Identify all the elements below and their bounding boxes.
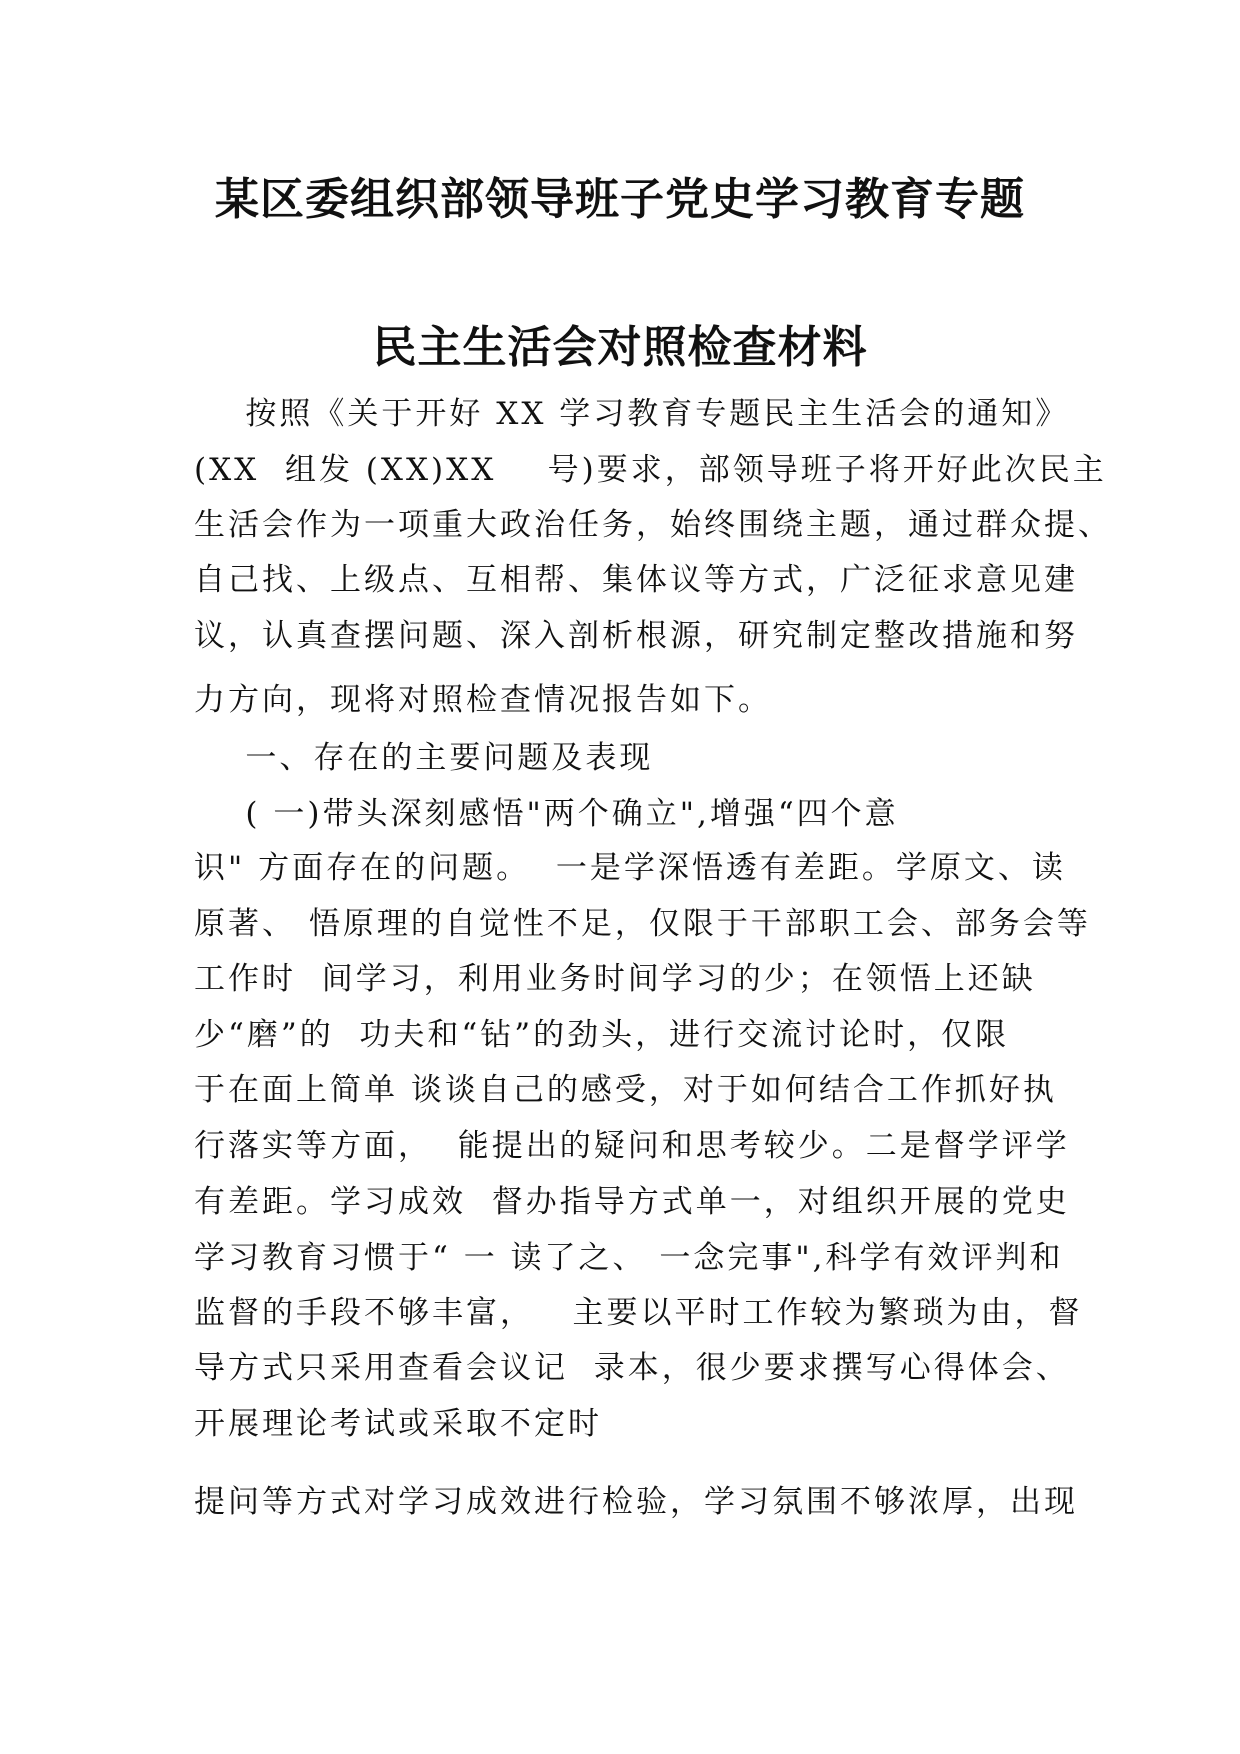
paragraph-line: 议，认真查摆问题、深入剖析根源，研究制定整改措施和努 — [194, 618, 1078, 654]
paragraph-line: 识" 方面存在的问题。 一是学深悟透有差距。学原文、读 — [194, 850, 1066, 886]
document-title-line-1: 某区委组织部领导班子党史学习教育专题 — [215, 174, 1025, 225]
document-title-line-2: 民主生活会对照检查材料 — [372, 322, 868, 373]
paragraph-line: 工作时 间学习，利用业务时间学习的少；在领悟上还缺 — [194, 961, 1036, 997]
paragraph-line: (XX 组发 (XX)XX 号)要求，部领导班子将开好此次民主 — [194, 452, 1107, 488]
paragraph-line: 少“磨”的 功夫和“钻”的劲头，进行交流讨论时，仅限 — [194, 1017, 1010, 1053]
paragraph-line: 力方向，现将对照检查情况报告如下。 — [194, 682, 772, 718]
paragraph-line: 生活会作为一项重大政治任务，始终围绕主题，通过群众提、 — [194, 507, 1112, 543]
paragraph-line: 提问等方式对学习成效进行检验，学习氛围不够浓厚，出现 — [194, 1484, 1078, 1520]
subsection-heading: ( 一)带头深刻感悟"两个确立",增强“四个意 — [194, 796, 899, 832]
paragraph-line: 于在面上简单 谈谈自己的感受，对于如何结合工作抓好执 — [194, 1072, 1057, 1108]
paragraph-line: 学习教育习惯于“ 一 读了之、 一念完事",科学有效评判和 — [194, 1240, 1064, 1276]
section-heading: 一、存在的主要问题及表现 — [194, 740, 654, 776]
paragraph-line: 按照《关于开好 XX 学习教育专题民主生活会的通知》 — [194, 396, 1070, 432]
paragraph-line: 原著、 悟原理的自觉性不足，仅限于干部职工会、部务会等 — [194, 906, 1091, 942]
paragraph-line: 有差距。学习成效 督办指导方式单一，对组织开展的党史 — [194, 1184, 1070, 1220]
paragraph-line: 行落实等方面， 能提出的疑问和思考较少。二是督学评学 — [194, 1128, 1070, 1164]
paragraph-line: 自己找、上级点、互相帮、集体议等方式，广泛征求意见建 — [194, 562, 1078, 598]
paragraph-line: 导方式只采用查看会议记 录本，很少要求撰写心得体会、 — [194, 1350, 1070, 1386]
paragraph-line: 开展理论考试或采取不定时 — [194, 1406, 602, 1442]
paragraph-line: 监督的手段不够丰富， 主要以平时工作较为繁琐为由，督 — [194, 1295, 1083, 1331]
